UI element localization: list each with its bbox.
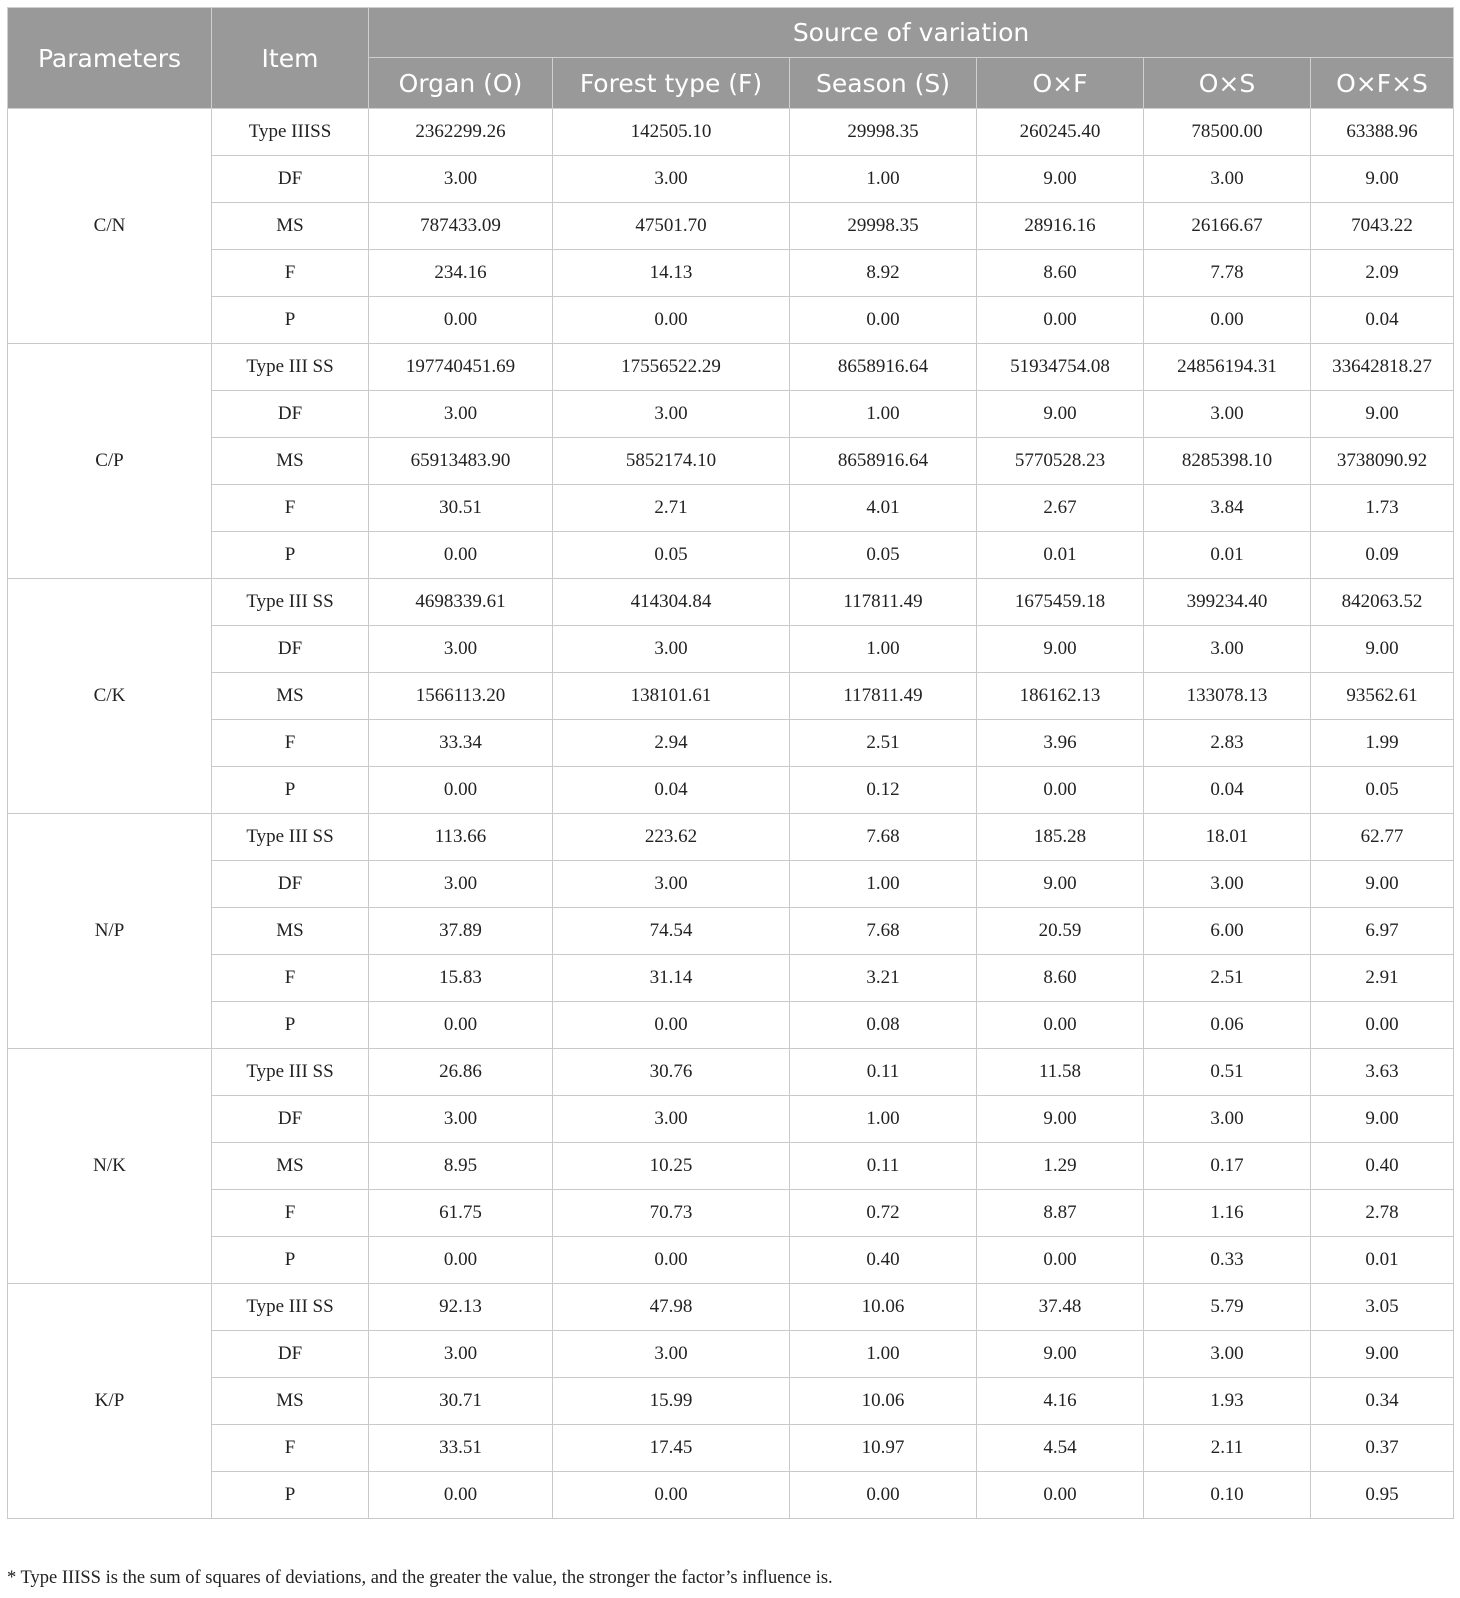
item-cell: Type III SS <box>212 344 369 391</box>
table-row <box>8 344 1454 391</box>
value-cell: 3.96 <box>977 720 1144 767</box>
value-cell: 3.00 <box>1144 626 1311 673</box>
value-cell: 0.00 <box>369 1002 553 1049</box>
value-cell: 3.21 <box>790 955 977 1002</box>
value-cell: 0.05 <box>790 532 977 579</box>
value-cell: 9.00 <box>1311 156 1454 203</box>
table-row <box>8 1378 1454 1425</box>
value-cell: 93562.61 <box>1311 673 1454 720</box>
value-cell: 8658916.64 <box>790 344 977 391</box>
value-cell: 0.05 <box>1311 767 1454 814</box>
parameter-cell: K/P <box>8 1284 212 1519</box>
table-row <box>8 814 1454 861</box>
value-cell: 0.01 <box>977 532 1144 579</box>
value-cell: 0.00 <box>790 297 977 344</box>
value-cell: 787433.09 <box>369 203 553 250</box>
value-cell: 9.00 <box>977 861 1144 908</box>
item-cell: MS <box>212 1378 369 1425</box>
value-cell: 1.93 <box>1144 1378 1311 1425</box>
value-cell: 0.01 <box>1311 1237 1454 1284</box>
item-cell: Type IIISS <box>212 109 369 156</box>
value-cell: 133078.13 <box>1144 673 1311 720</box>
value-cell: 15.99 <box>553 1378 790 1425</box>
table-footnote: * Type IIISS is the sum of squares of deviations, and the greater the value, the stronger the factor’s influence is. <box>7 1568 833 1588</box>
value-cell: 7043.22 <box>1311 203 1454 250</box>
value-cell: 1.16 <box>1144 1190 1311 1237</box>
value-cell: 3.00 <box>1144 1096 1311 1143</box>
value-cell: 0.00 <box>553 1002 790 1049</box>
value-cell: 1566113.20 <box>369 673 553 720</box>
table-row <box>8 1284 1454 1331</box>
value-cell: 31.14 <box>553 955 790 1002</box>
item-cell: MS <box>212 203 369 250</box>
value-cell: 47.98 <box>553 1284 790 1331</box>
value-cell: 0.00 <box>369 767 553 814</box>
table-row <box>8 579 1454 626</box>
value-cell: 185.28 <box>977 814 1144 861</box>
value-cell: 3.00 <box>369 391 553 438</box>
value-cell: 51934754.08 <box>977 344 1144 391</box>
value-cell: 3.84 <box>1144 485 1311 532</box>
item-cell: F <box>212 720 369 767</box>
value-cell: 0.04 <box>553 767 790 814</box>
item-cell: MS <box>212 908 369 955</box>
value-cell: 3.00 <box>1144 391 1311 438</box>
value-cell: 11.58 <box>977 1049 1144 1096</box>
value-cell: 3.00 <box>369 1096 553 1143</box>
value-cell: 2.51 <box>1144 955 1311 1002</box>
value-cell: 414304.84 <box>553 579 790 626</box>
value-cell: 0.40 <box>790 1237 977 1284</box>
header-parameters: Parameters <box>8 8 212 109</box>
value-cell: 0.11 <box>790 1143 977 1190</box>
value-cell: 2.91 <box>1311 955 1454 1002</box>
value-cell: 74.54 <box>553 908 790 955</box>
table-body <box>8 109 1454 1519</box>
value-cell: 9.00 <box>1311 391 1454 438</box>
value-cell: 1.99 <box>1311 720 1454 767</box>
value-cell: 9.00 <box>1311 861 1454 908</box>
value-cell: 197740451.69 <box>369 344 553 391</box>
value-cell: 117811.49 <box>790 673 977 720</box>
value-cell: 0.95 <box>1311 1472 1454 1519</box>
table-row <box>8 861 1454 908</box>
table-row <box>8 109 1454 156</box>
item-cell: MS <box>212 1143 369 1190</box>
value-cell: 3.00 <box>1144 156 1311 203</box>
table-row <box>8 391 1454 438</box>
item-cell: DF <box>212 626 369 673</box>
item-cell: P <box>212 1002 369 1049</box>
value-cell: 1.00 <box>790 626 977 673</box>
value-cell: 3.00 <box>553 156 790 203</box>
value-cell: 7.68 <box>790 908 977 955</box>
table-row <box>8 626 1454 673</box>
value-cell: 0.09 <box>1311 532 1454 579</box>
value-cell: 3.00 <box>553 1331 790 1378</box>
value-cell: 6.00 <box>1144 908 1311 955</box>
item-cell: F <box>212 1425 369 1472</box>
value-cell: 9.00 <box>977 156 1144 203</box>
value-cell: 2.67 <box>977 485 1144 532</box>
value-cell: 186162.13 <box>977 673 1144 720</box>
item-cell: F <box>212 1190 369 1237</box>
value-cell: 5.79 <box>1144 1284 1311 1331</box>
value-cell: 2.83 <box>1144 720 1311 767</box>
table-row <box>8 908 1454 955</box>
table-row <box>8 485 1454 532</box>
table-row <box>8 1472 1454 1519</box>
value-cell: 0.51 <box>1144 1049 1311 1096</box>
value-cell: 2.09 <box>1311 250 1454 297</box>
value-cell: 1675459.18 <box>977 579 1144 626</box>
value-cell: 70.73 <box>553 1190 790 1237</box>
parameter-cell: N/K <box>8 1049 212 1284</box>
value-cell: 9.00 <box>977 1096 1144 1143</box>
header-source: Season (S) <box>790 58 977 109</box>
value-cell: 37.89 <box>369 908 553 955</box>
value-cell: 3.00 <box>369 626 553 673</box>
value-cell: 9.00 <box>977 626 1144 673</box>
table-row <box>8 203 1454 250</box>
value-cell: 0.00 <box>977 1472 1144 1519</box>
table-row <box>8 156 1454 203</box>
header-source: O×S <box>1144 58 1311 109</box>
header-source: O×F×S <box>1311 58 1454 109</box>
table-row <box>8 955 1454 1002</box>
parameter-cell: C/N <box>8 109 212 344</box>
value-cell: 30.71 <box>369 1378 553 1425</box>
value-cell: 8285398.10 <box>1144 438 1311 485</box>
value-cell: 29998.35 <box>790 203 977 250</box>
value-cell: 2.78 <box>1311 1190 1454 1237</box>
value-cell: 234.16 <box>369 250 553 297</box>
item-cell: MS <box>212 673 369 720</box>
value-cell: 142505.10 <box>553 109 790 156</box>
value-cell: 37.48 <box>977 1284 1144 1331</box>
item-cell: F <box>212 485 369 532</box>
value-cell: 0.00 <box>553 297 790 344</box>
item-cell: DF <box>212 861 369 908</box>
value-cell: 0.00 <box>1311 1002 1454 1049</box>
value-cell: 33.34 <box>369 720 553 767</box>
value-cell: 7.78 <box>1144 250 1311 297</box>
value-cell: 1.00 <box>790 156 977 203</box>
value-cell: 2.71 <box>553 485 790 532</box>
value-cell: 1.29 <box>977 1143 1144 1190</box>
value-cell: 8658916.64 <box>790 438 977 485</box>
value-cell: 15.83 <box>369 955 553 1002</box>
value-cell: 9.00 <box>977 1331 1144 1378</box>
value-cell: 8.60 <box>977 955 1144 1002</box>
value-cell: 4.54 <box>977 1425 1144 1472</box>
value-cell: 9.00 <box>977 391 1144 438</box>
table-row <box>8 1425 1454 1472</box>
value-cell: 3.00 <box>369 1331 553 1378</box>
value-cell: 8.92 <box>790 250 977 297</box>
value-cell: 17.45 <box>553 1425 790 1472</box>
table-header <box>8 8 1454 109</box>
value-cell: 399234.40 <box>1144 579 1311 626</box>
item-cell: F <box>212 250 369 297</box>
value-cell: 17556522.29 <box>553 344 790 391</box>
header-source: Organ (O) <box>369 58 553 109</box>
value-cell: 0.12 <box>790 767 977 814</box>
item-cell: P <box>212 1472 369 1519</box>
item-cell: P <box>212 767 369 814</box>
value-cell: 1.73 <box>1311 485 1454 532</box>
item-cell: DF <box>212 1331 369 1378</box>
value-cell: 0.72 <box>790 1190 977 1237</box>
value-cell: 10.25 <box>553 1143 790 1190</box>
value-cell: 0.34 <box>1311 1378 1454 1425</box>
value-cell: 65913483.90 <box>369 438 553 485</box>
value-cell: 0.33 <box>1144 1237 1311 1284</box>
parameter-cell: C/K <box>8 579 212 814</box>
value-cell: 0.06 <box>1144 1002 1311 1049</box>
value-cell: 3.00 <box>553 626 790 673</box>
value-cell: 63388.96 <box>1311 109 1454 156</box>
value-cell: 1.00 <box>790 861 977 908</box>
table-row <box>8 1049 1454 1096</box>
value-cell: 9.00 <box>1311 626 1454 673</box>
value-cell: 10.06 <box>790 1378 977 1425</box>
value-cell: 0.17 <box>1144 1143 1311 1190</box>
item-cell: DF <box>212 391 369 438</box>
value-cell: 8.95 <box>369 1143 553 1190</box>
value-cell: 29998.35 <box>790 109 977 156</box>
value-cell: 0.04 <box>1144 767 1311 814</box>
value-cell: 138101.61 <box>553 673 790 720</box>
value-cell: 3.00 <box>369 861 553 908</box>
value-cell: 33642818.27 <box>1311 344 1454 391</box>
value-cell: 0.00 <box>369 297 553 344</box>
item-cell: F <box>212 955 369 1002</box>
anova-table <box>7 7 1454 1519</box>
value-cell: 3.00 <box>1144 861 1311 908</box>
value-cell: 62.77 <box>1311 814 1454 861</box>
table-row <box>8 297 1454 344</box>
value-cell: 7.68 <box>790 814 977 861</box>
item-cell: MS <box>212 438 369 485</box>
value-cell: 117811.49 <box>790 579 977 626</box>
item-cell: Type III SS <box>212 579 369 626</box>
value-cell: 0.00 <box>1144 297 1311 344</box>
value-cell: 2.94 <box>553 720 790 767</box>
item-cell: P <box>212 297 369 344</box>
value-cell: 26.86 <box>369 1049 553 1096</box>
value-cell: 3.00 <box>369 156 553 203</box>
item-cell: Type III SS <box>212 1049 369 1096</box>
value-cell: 5852174.10 <box>553 438 790 485</box>
value-cell: 4.16 <box>977 1378 1144 1425</box>
value-cell: 4698339.61 <box>369 579 553 626</box>
value-cell: 0.00 <box>790 1472 977 1519</box>
value-cell: 0.11 <box>790 1049 977 1096</box>
value-cell: 30.51 <box>369 485 553 532</box>
value-cell: 0.00 <box>553 1472 790 1519</box>
value-cell: 0.00 <box>369 1472 553 1519</box>
value-cell: 2.11 <box>1144 1425 1311 1472</box>
item-cell: Type III SS <box>212 1284 369 1331</box>
value-cell: 0.37 <box>1311 1425 1454 1472</box>
value-cell: 8.60 <box>977 250 1144 297</box>
value-cell: 0.08 <box>790 1002 977 1049</box>
table-row <box>8 1237 1454 1284</box>
value-cell: 10.06 <box>790 1284 977 1331</box>
value-cell: 14.13 <box>553 250 790 297</box>
header-source: O×F <box>977 58 1144 109</box>
table-row <box>8 250 1454 297</box>
value-cell: 0.00 <box>369 532 553 579</box>
table-row <box>8 673 1454 720</box>
table-row <box>8 1331 1454 1378</box>
table-row <box>8 1143 1454 1190</box>
table-row <box>8 438 1454 485</box>
value-cell: 1.00 <box>790 1331 977 1378</box>
value-cell: 0.05 <box>553 532 790 579</box>
value-cell: 33.51 <box>369 1425 553 1472</box>
value-cell: 9.00 <box>1311 1331 1454 1378</box>
value-cell: 8.87 <box>977 1190 1144 1237</box>
value-cell: 3738090.92 <box>1311 438 1454 485</box>
value-cell: 0.00 <box>369 1237 553 1284</box>
value-cell: 47501.70 <box>553 203 790 250</box>
value-cell: 3.00 <box>553 391 790 438</box>
value-cell: 2.51 <box>790 720 977 767</box>
value-cell: 113.66 <box>369 814 553 861</box>
parameter-cell: C/P <box>8 344 212 579</box>
header-item: Item <box>212 8 369 109</box>
item-cell: P <box>212 1237 369 1284</box>
value-cell: 0.00 <box>553 1237 790 1284</box>
value-cell: 3.00 <box>553 1096 790 1143</box>
value-cell: 0.00 <box>977 297 1144 344</box>
table-row <box>8 1002 1454 1049</box>
parameter-cell: N/P <box>8 814 212 1049</box>
table-row <box>8 767 1454 814</box>
value-cell: 0.01 <box>1144 532 1311 579</box>
table-row <box>8 1096 1454 1143</box>
value-cell: 3.00 <box>553 861 790 908</box>
value-cell: 842063.52 <box>1311 579 1454 626</box>
header-source: Forest type (F) <box>553 58 790 109</box>
value-cell: 3.63 <box>1311 1049 1454 1096</box>
value-cell: 2362299.26 <box>369 109 553 156</box>
value-cell: 9.00 <box>1311 1096 1454 1143</box>
value-cell: 3.05 <box>1311 1284 1454 1331</box>
anova-table-container <box>7 7 1453 1519</box>
value-cell: 92.13 <box>369 1284 553 1331</box>
value-cell: 10.97 <box>790 1425 977 1472</box>
value-cell: 0.40 <box>1311 1143 1454 1190</box>
value-cell: 0.00 <box>977 767 1144 814</box>
table-row <box>8 720 1454 767</box>
value-cell: 1.00 <box>790 1096 977 1143</box>
value-cell: 223.62 <box>553 814 790 861</box>
value-cell: 4.01 <box>790 485 977 532</box>
item-cell: Type III SS <box>212 814 369 861</box>
value-cell: 6.97 <box>1311 908 1454 955</box>
value-cell: 0.10 <box>1144 1472 1311 1519</box>
item-cell: DF <box>212 156 369 203</box>
value-cell: 0.00 <box>977 1002 1144 1049</box>
table-row <box>8 532 1454 579</box>
value-cell: 61.75 <box>369 1190 553 1237</box>
value-cell: 20.59 <box>977 908 1144 955</box>
item-cell: P <box>212 532 369 579</box>
value-cell: 26166.67 <box>1144 203 1311 250</box>
value-cell: 260245.40 <box>977 109 1144 156</box>
value-cell: 0.00 <box>977 1237 1144 1284</box>
value-cell: 0.04 <box>1311 297 1454 344</box>
value-cell: 3.00 <box>1144 1331 1311 1378</box>
item-cell: DF <box>212 1096 369 1143</box>
value-cell: 30.76 <box>553 1049 790 1096</box>
value-cell: 1.00 <box>790 391 977 438</box>
table-row <box>8 1190 1454 1237</box>
value-cell: 18.01 <box>1144 814 1311 861</box>
value-cell: 5770528.23 <box>977 438 1144 485</box>
value-cell: 78500.00 <box>1144 109 1311 156</box>
header-source-of-variation: Source of variation <box>369 8 1454 58</box>
value-cell: 28916.16 <box>977 203 1144 250</box>
value-cell: 24856194.31 <box>1144 344 1311 391</box>
